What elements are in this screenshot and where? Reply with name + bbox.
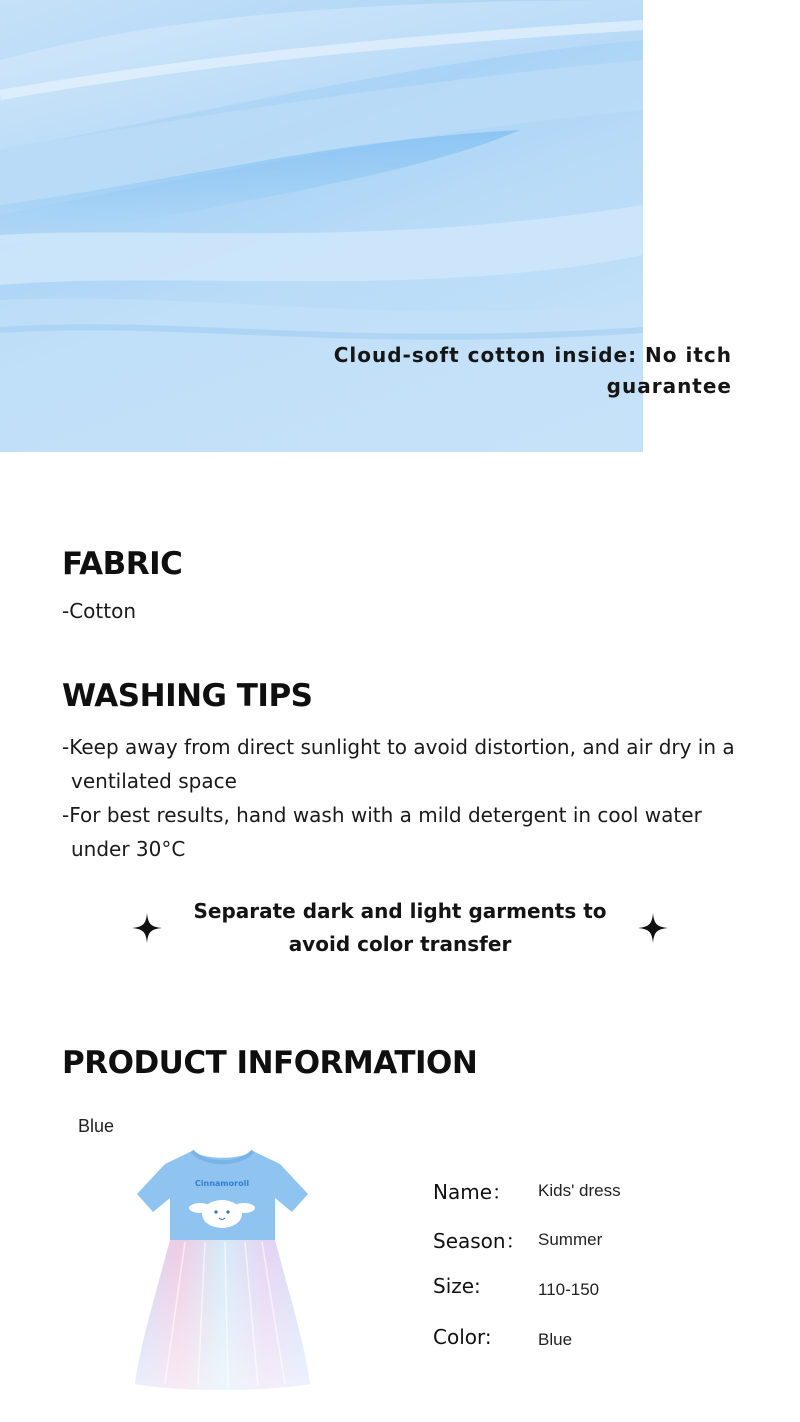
spec-color-label: Color: — [433, 1325, 492, 1349]
fabric-title: FABRIC — [62, 546, 183, 582]
dress-print-text: Cinnamoroll — [194, 1179, 250, 1188]
color-transfer-callout: Separate dark and light garments to avoid color transfer — [193, 899, 607, 956]
washing-tip-1: -Keep away from direct sunlight to avoid distortion, and air dry in a ventilated space — [62, 735, 735, 793]
spec-name-value: Kids' dress — [538, 1181, 621, 1200]
washing-tips-title: WASHING TIPS — [62, 678, 313, 714]
spec-size-value: 110-150 — [538, 1280, 600, 1299]
hero-caption: Cloud-soft cotton inside: No itch guarantee — [333, 343, 732, 398]
spec-color-value: Blue — [538, 1330, 573, 1349]
product-color-label: Blue — [78, 1116, 115, 1136]
product-info-title: PRODUCT INFORMATION — [62, 1045, 478, 1081]
sparkle-icon — [132, 913, 162, 943]
spec-name-label: Name： — [433, 1180, 513, 1204]
hero-fabric-image — [0, 0, 732, 452]
washing-tip-2: -For best results, hand wash with a mild detergent in cool water under 30°C — [62, 803, 702, 861]
spec-season-label: Season： — [433, 1229, 526, 1253]
spec-season-value: Summer — [538, 1230, 603, 1249]
sparkle-icon — [638, 913, 668, 943]
fabric-item: -Cotton — [62, 599, 137, 623]
dress-image — [130, 1146, 315, 1391]
spec-size-label: Size: — [433, 1274, 481, 1298]
